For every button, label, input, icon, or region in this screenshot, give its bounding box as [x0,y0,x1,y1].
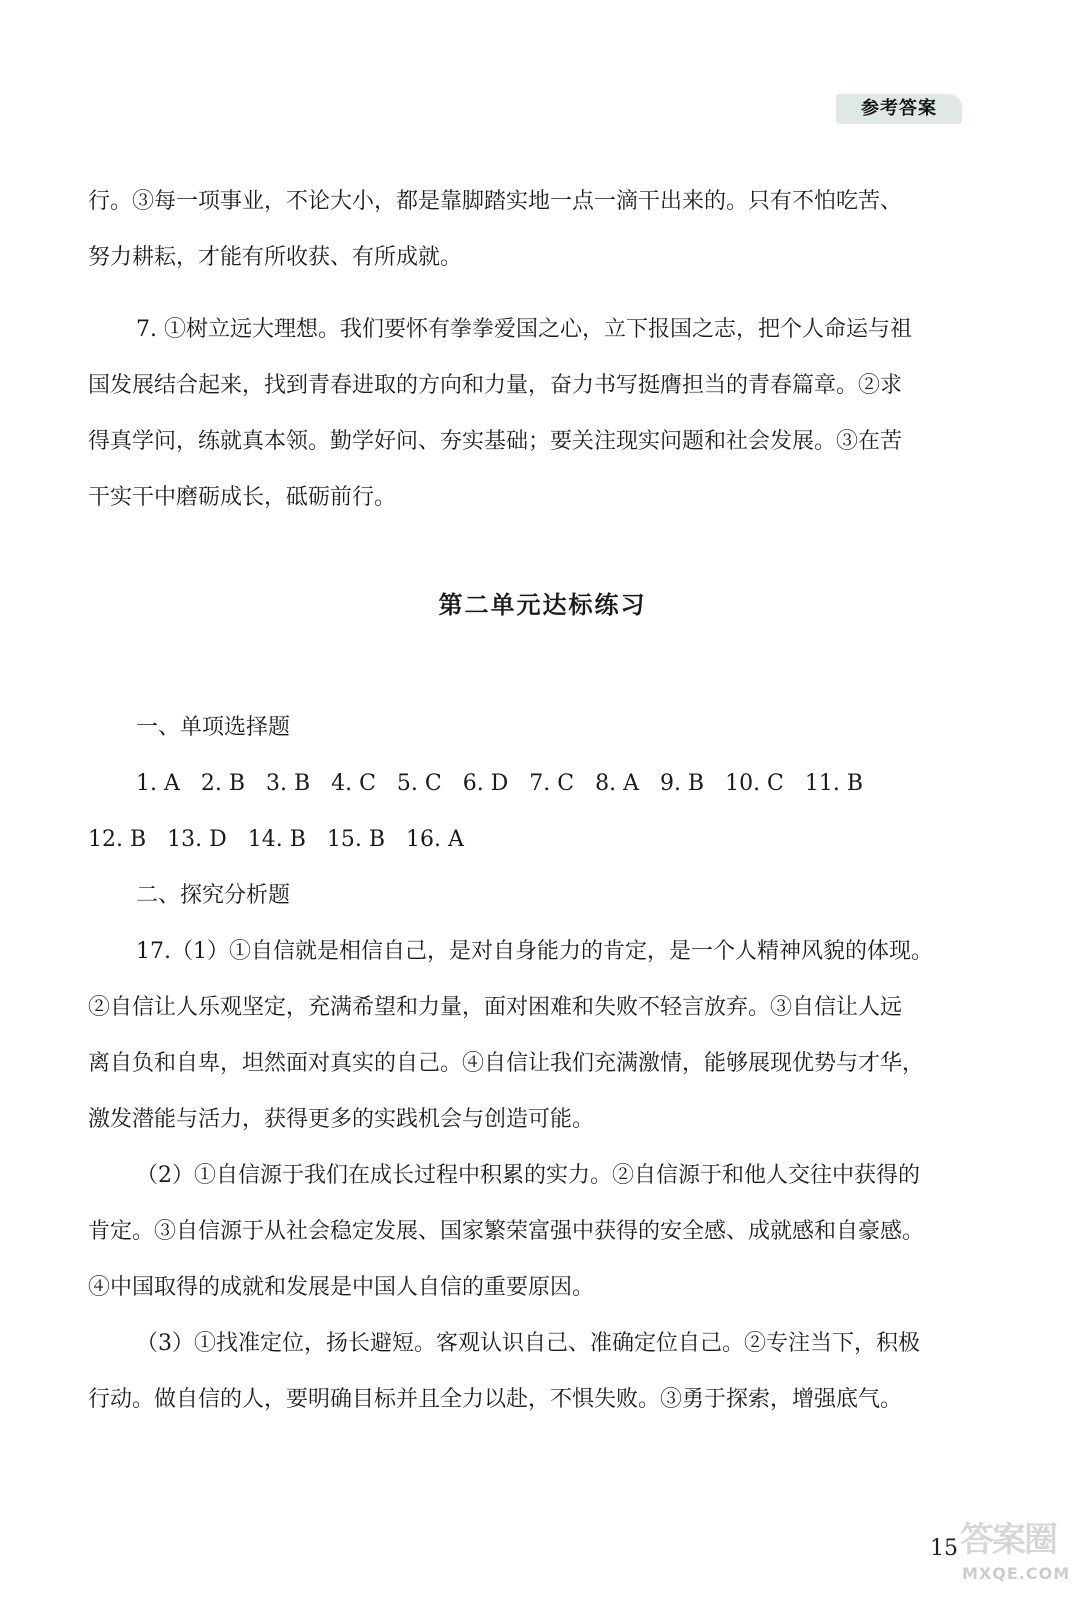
text-line: 努力耕耘，才能有所收获、有所成就。 [88,245,463,270]
text-line: 得真学问，练就真本领。勤学好问、夯实基础；要关注现实问题和社会发展。③在苦 [88,429,903,454]
text-line: （2）①自信源于我们在成长过程中积累的实力。②自信源于和他人交往中获得的 [136,1163,920,1188]
section-title: 第二单元达标练习 [438,591,647,619]
continuation-text [88,174,988,286]
text-line: 激发潜能与活力，获得更多的实践机会与创造可能。 [88,1107,595,1132]
answer-key-badge: 参考答案 [836,94,962,124]
text-line: 行。③每一项事业，不论大小，都是靠脚踏实地一点一滴干出来的。只有不怕吃苦、 [88,189,903,214]
text-line: ②自信让人乐观坚定，充满希望和力量，面对困难和失败不轻言放弃。③自信让人远 [88,995,903,1020]
question-7-answer [88,302,988,526]
text-line: （3）①找准定位，扬长避短。客观认识自己、准确定位自己。②专注当下，积极 [136,1331,920,1356]
choice-answers-line: 1. A 2. B 3. B 4. C 5. C 6. D 7. C 8. A 9. B 10. C 11. B [136,771,864,796]
page-number: 15 [930,1536,958,1561]
watermark-text: 答案圈 [960,1520,1056,1560]
text-line: 国发展结合起来，找到青春进取的方向和力量，奋力书写挺膺担当的青春篇章。②求 [88,373,903,398]
text-line: 离自负和自卑，坦然面对真实的自己。④自信让我们充满激情，能够展现优势与才华， [88,1051,925,1076]
text-line: 肯定。③自信源于从社会稳定发展、国家繁荣富强中获得的安全感、成就感和自豪感。 [88,1219,925,1244]
choice-answers-line: 12. B 13. D 14. B 15. B 16. A [88,827,464,852]
text-line: 干实干中磨砺成长，砥砺前行。 [88,485,397,510]
text-line: ④中国取得的成就和发展是中国人自信的重要原因。 [88,1275,595,1300]
watermark-url: MXQE.COM [962,1564,1071,1583]
text-line: 17.（1）①自信就是相信自己，是对自身能力的肯定，是一个人精神风貌的体现。 [136,939,933,964]
unit-two-answers [88,700,988,1428]
part-heading-single-choice: 一、单项选择题 [136,715,291,740]
text-line: 7. ①树立远大理想。我们要怀有拳拳爱国之心，立下报国之志，把个人命运与祖 [136,317,912,342]
watermark-logo [960,1512,1070,1592]
text-line: 行动。做自信的人，要明确目标并且全力以赴，不惧失败。③勇于探索，增强底气。 [88,1387,903,1412]
part-heading-analysis: 二、探究分析题 [136,883,291,908]
